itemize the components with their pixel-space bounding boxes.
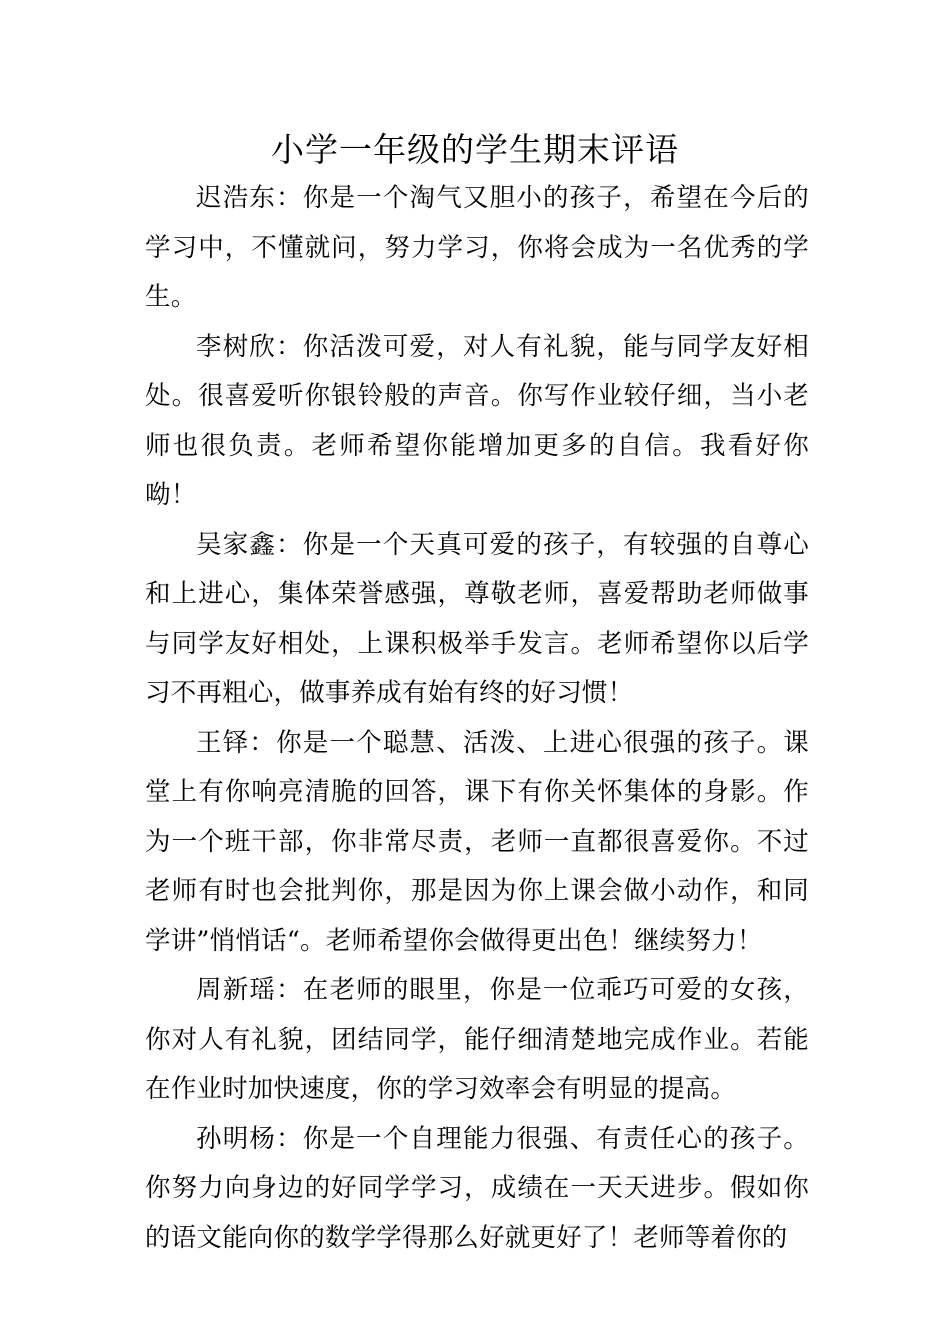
comment-paragraph-wu-jiaxin: 吴家鑫：你是一个天真可爱的孩子，有较强的自尊心和上进心，集体荣誉感强，尊敬老师，喜爱帮助老师做事与同学友好相处，上课积极举手发言。老师希望你以后学习不再粗心，做事养成有始有终的好习惯！ [145, 529, 809, 708]
comment-paragraph-sun-mingyang: 孙明杨：你是一个自理能力很强、有责任心的孩子。你努力向身边的好同学学习，成绩在一天天进步。假如你的语文能向你的数学学得那么好就更好了！老师等着你的 [145, 1123, 809, 1253]
comment-paragraph-li-shuxin: 李树欣：你活泼可爱，对人有礼貌，能与同学友好相处。很喜爱听你银铃般的声音。你写作业较仔细，当小老师也很负责。老师希望你能增加更多的自信。我看好你呦！ [145, 331, 809, 510]
comment-paragraph-zhou-xinyao: 周新瑶：在老师的眼里，你是一位乖巧可爱的女孩，你对人有礼貌，团结同学，能仔细清楚地完成作业。若能在作业时加快速度，你的学习效率会有明显的提高。 [145, 975, 809, 1104]
document-body [145, 174, 809, 1263]
comment-paragraph-wang-duo: 王铎：你是一个聪慧、活泼、上进心很强的孩子。课堂上有你响亮清脆的回答，课下有你关怀集体的身影。作为一个班干部，你非常尽责，老师一直都很喜爱你。不过老师有时也会批判你，那是因为你上课会做小动作，和同学讲”悄悄话“。老师希望你会做得更出色！继续努力！ [145, 727, 809, 956]
comment-paragraph-chi-haodong: 迟浩东：你是一个淘气又胆小的孩子，希望在今后的学习中，不懂就问，努力学习，你将会成为一名优秀的学生。 [145, 183, 809, 312]
document-title: 小学一年级的学生期末评语 [271, 130, 679, 169]
